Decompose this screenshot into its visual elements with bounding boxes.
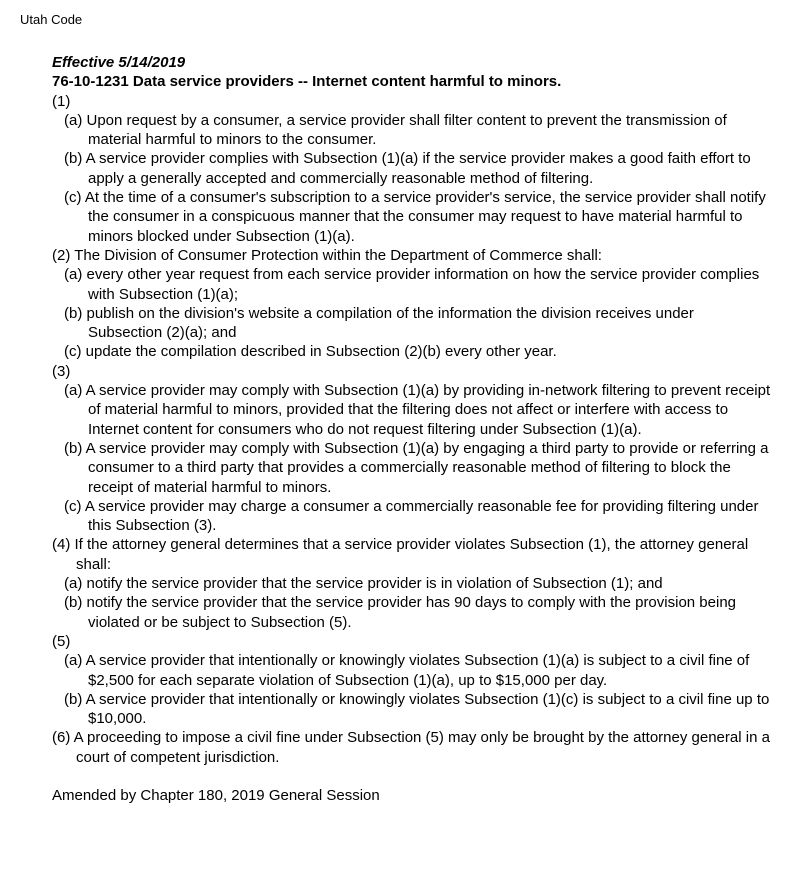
subsection-6: (6) A proceeding to impose a civil fine under Subsection (5) may only be brought by the attorney general in a court of competent jurisdiction. bbox=[52, 729, 770, 766]
section-title: 76-10-1231 Data service providers -- Internet content harmful to minors. bbox=[52, 73, 562, 91]
subsection-2b: (b) publish on the division's website a compilation of the information the division receives under Subsection (2)(a); and bbox=[64, 304, 694, 342]
subsection-5-label: (5) bbox=[52, 632, 71, 650]
subsection-1-label: (1) bbox=[52, 92, 71, 110]
subsection-1c: (c) At the time of a consumer's subscription to a service provider's service, the service provider shall notify the consumer in a conspicuous manner that the consumer may request to have material harmful to minors blocked under Subsection (1)(a). bbox=[64, 189, 766, 245]
subsection-5b: (b) A service provider that intentionally or knowingly violates Subsection (1)(c) is subject to a civil fine up to $10,000. bbox=[64, 690, 770, 728]
subsection-2a: (a) every other year request from each service provider information on how the service provider complies with Subsection (1)(a); bbox=[64, 266, 760, 303]
amendment-note: Amended by Chapter 180, 2019 General Session bbox=[52, 786, 380, 804]
effective-date: Effective 5/14/2019 bbox=[52, 54, 186, 71]
subsection-2: (2) The Division of Consumer Protection within the Department of Commerce shall: bbox=[52, 246, 602, 264]
statute-document bbox=[52, 53, 772, 805]
subsection-5a: (a) A service provider that intentionally or knowingly violates Subsection (1)(a) is subject to a civil fine of $2,500 for each separate violation of Subsection (1)(a), up to $15,000 per day. bbox=[64, 652, 750, 689]
page-header: Utah Code bbox=[20, 12, 83, 27]
subsection-3a: (a) A service provider may comply with Subsection (1)(a) by providing in-network filtering to prevent receipt of material harmful to minors, provided that the filtering does not affect or interfere with access to Internet content for consumers who do not request filtering under Subsection (1)(a). bbox=[64, 382, 771, 438]
subsection-3b: (b) A service provider may comply with Subsection (1)(a) by engaging a third party to provide or referring a consumer to a third party that provides a commercially reasonable method of filtering to block the receipt of material harmful to minors. bbox=[64, 439, 769, 496]
subsection-2c: (c) update the compilation described in Subsection (2)(b) every other year. bbox=[64, 343, 557, 361]
subsection-1b: (b) A service provider complies with Subsection (1)(a) if the service provider makes a good faith effort to apply a generally accepted and commercially reasonable method of filtering. bbox=[64, 150, 751, 187]
subsection-4a: (a) notify the service provider that the service provider is in violation of Subsection (1); and bbox=[64, 575, 663, 593]
subsection-1a: (a) Upon request by a consumer, a service provider shall filter content to prevent the transmission of material harmful to minors to the consumer. bbox=[64, 111, 727, 149]
subsection-3c: (c) A service provider may charge a consumer a commercially reasonable fee for providing filtering under this Subsection (3). bbox=[64, 497, 759, 535]
subsection-4: (4) If the attorney general determines that a service provider violates Subsection (1), the attorney general shall: bbox=[52, 536, 749, 573]
subsection-3-label: (3) bbox=[52, 362, 71, 380]
subsection-4b: (b) notify the service provider that the service provider has 90 days to comply with the provision being violated or be subject to Subsection (5). bbox=[64, 594, 736, 631]
